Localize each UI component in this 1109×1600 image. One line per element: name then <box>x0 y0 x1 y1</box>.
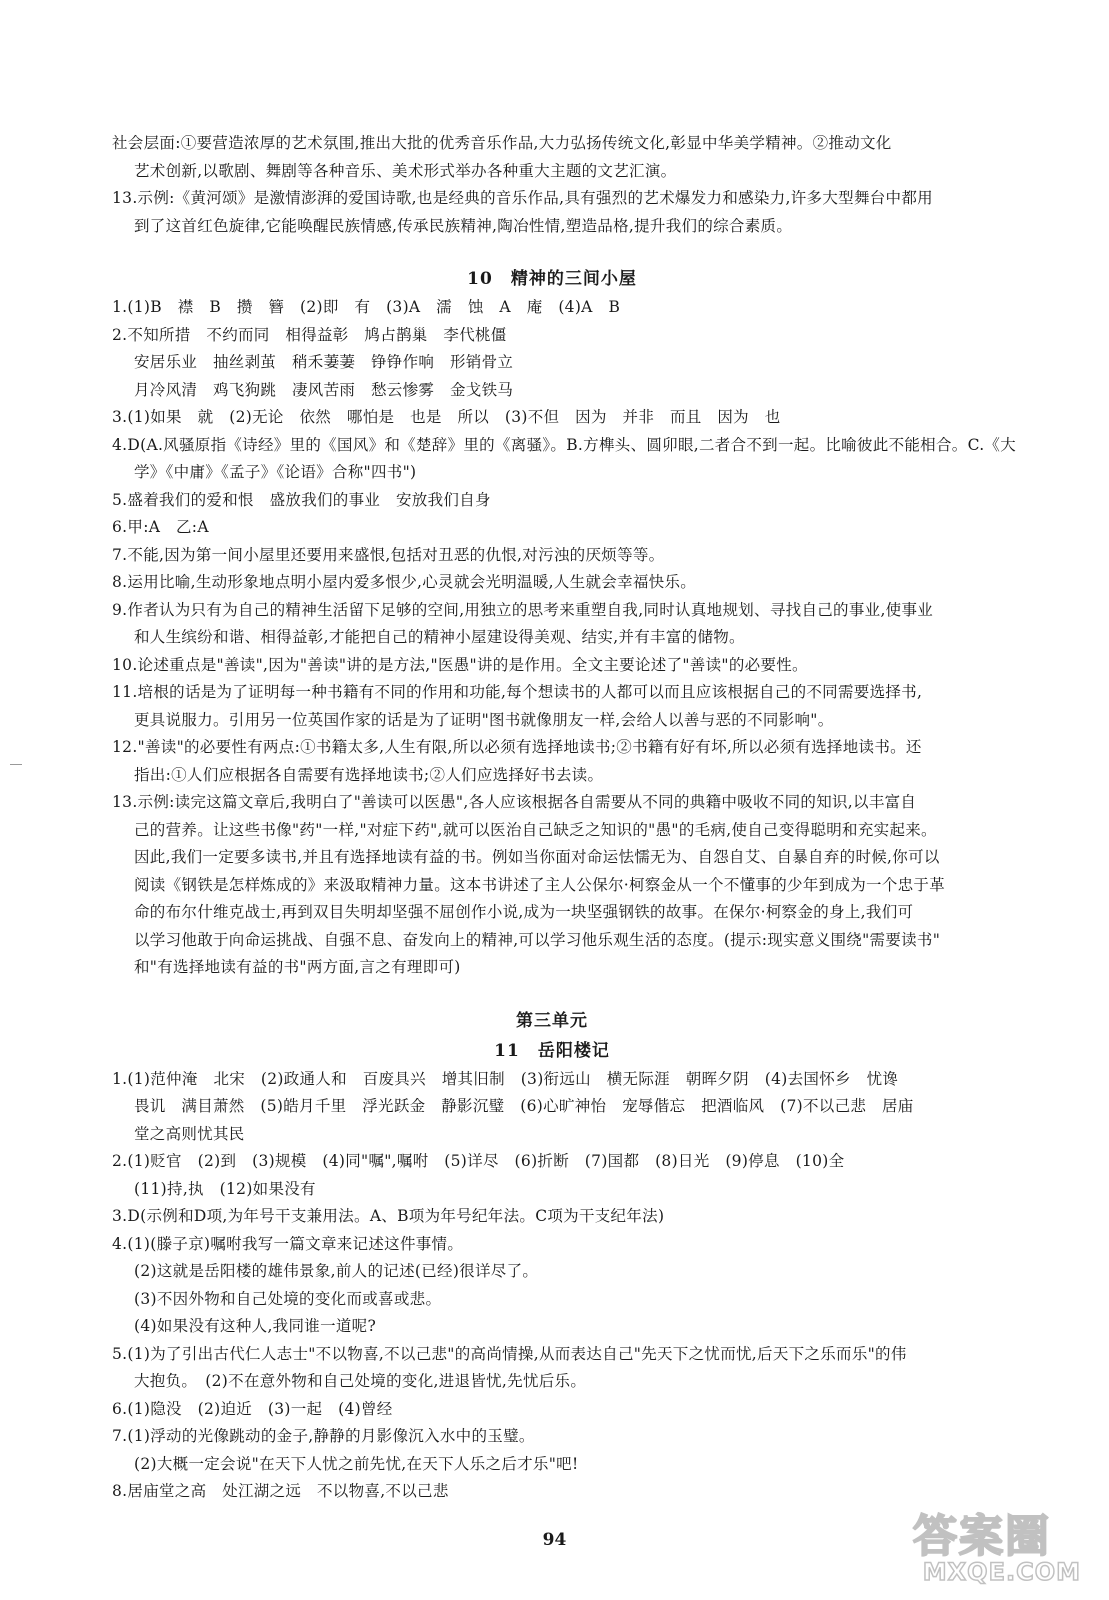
text-line: 8.运用比喻,生动形象地点明小屋内爱多恨少,心灵就会光明温暖,人生就会幸福快乐。 <box>112 573 697 591</box>
margin-mark <box>10 764 22 765</box>
text-line: 11.培根的话是为了证明每一种书籍有不同的作用和功能,每个想读书的人都可以而且应该根据自己的不同需要选择书, <box>112 683 923 701</box>
text-line: 命的布尔什维克战士,再到双目失明却坚强不屈创作小说,成为一块坚强钢铁的故事。在保尔·柯察金的身上,我们可 <box>134 903 914 921</box>
watermark-logo <box>871 1512 1091 1592</box>
text-line: 和人生缤纷和谐、相得益彰,才能把自己的精神小屋建设得美观、结实,并有丰富的储物。 <box>134 628 745 646</box>
text-line: 以学习他敢于向命运挑战、自强不息、奋发向上的精神,可以学习他乐观生活的态度。(提示:现实意义围绕"需要读书" <box>134 930 941 949</box>
text-line: 13.示例:《黄河颂》是激情澎湃的爱国诗歌,也是经典的音乐作品,具有强烈的艺术爆发力和感染力,许多大型舞台中都用 <box>112 189 933 207</box>
text-line: 因此,我们一定要多读书,并且有选择地读有益的书。例如当你面对命运怯懦无为、自怨自艾、自暴自弃的时候,你可以 <box>134 848 940 866</box>
text-line: 艺术创新,以歌剧、舞剧等各种音乐、美术形式举办各种重大主题的文艺汇演。 <box>134 161 677 180</box>
text-line: (2)这就是岳阳楼的雄伟景象,前人的记述(已经)很详尽了。 <box>134 1262 539 1280</box>
text-line: 2.(1)贬官 (2)到 (3)规模 (4)同"嘱",嘱咐 (5)详尽 (6)折断 (7)国都 (8)日光 (9)停息 (10)全 <box>112 1152 845 1170</box>
text-line: 月冷风清 鸡飞狗跳 凄风苦雨 愁云惨雾 金戈铁马 <box>134 380 514 399</box>
text-line: 畏讥 满目萧然 (5)皓月千里 浮光跃金 静影沉璧 (6)心旷神怡 宠辱偕忘 把酒临风 (7)不以己悲 居庙 <box>134 1097 914 1115</box>
section-title-10: 10 精神的三间小屋 <box>467 269 637 289</box>
watermark-text: 答案圈 <box>913 1511 1051 1562</box>
answer-content <box>112 130 1017 1506</box>
text-line: 2.不知所措 不约而同 相得益彰 鸠占鹊巢 李代桃僵 <box>112 325 507 344</box>
text-line: 7.不能,因为第一间小屋里还要用来盛恨,包括对丑恶的仇恨,对污浊的厌烦等等。 <box>112 545 665 564</box>
text-line: 10.论述重点是"善读",因为"善读"讲的是方法,"医愚"讲的是作用。全文主要论述了"善读"的必要性。 <box>112 655 808 674</box>
page-number: 94 <box>542 1530 567 1550</box>
text-line: 3.D(示例和D项,为年号干支兼用法。A、B项为年号纪年法。C项为干支纪年法) <box>112 1207 665 1225</box>
text-line: 社会层面:①要营造浓厚的艺术氛围,推出大批的优秀音乐作品,大力弘扬传统文化,彰显中华美学精神。②推动文化 <box>112 134 892 152</box>
text-line: 更具说服力。引用另一位英国作家的话是为了证明"图书就像朋友一样,会给人以善与恶的不同影响"。 <box>134 710 834 729</box>
text-line: 阅读《钢铁是怎样炼成的》来汲取精神力量。这本书讲述了主人公保尔·柯察金从一个不懂事的少年到成为一个忠于革 <box>134 875 946 894</box>
text-line: 4.(1)(滕子京)嘱咐我写一篇文章来记述这件事情。 <box>112 1234 464 1253</box>
text-line: 1.(1)B 襟 B 攒 簪 (2)即 有 (3)A 濡 蚀 A 庵 (4)A B <box>112 298 621 316</box>
text-line: 大抱负。 (2)不在意外物和自己处境的变化,进退皆忧,先忧后乐。 <box>134 1372 587 1390</box>
text-line: (2)大概一定会说"在天下人忧之前先忧,在天下人乐之后才乐"吧! <box>134 1454 579 1473</box>
text-line: 安居乐业 抽丝剥茧 稍禾萋萋 铮铮作响 形销骨立 <box>134 353 514 371</box>
text-line: 6.(1)隐没 (2)迫近 (3)一起 (4)曾经 <box>112 1399 393 1418</box>
text-line: (4)如果没有这种人,我同谁一道呢? <box>134 1317 377 1335</box>
text-line: 己的营养。让这些书像"药"一样,"对症下药",就可以医治自己缺乏之知识的"愚"的毛病,使自己变得聪明和充实起来。 <box>134 820 937 839</box>
text-line: 13.示例:读完这篇文章后,我明白了"善读可以医愚",各人应该根据各自需要从不同的典籍中吸收不同的知识,以丰富自 <box>112 793 917 811</box>
text-line: (11)持,执 (12)如果没有 <box>134 1179 316 1198</box>
text-line: 6.甲:A 乙:A <box>112 518 209 536</box>
text-line: 9.作者认为只有为自己的精神生活留下足够的空间,用独立的思考来重塑自我,同时认真地规划、寻找自己的事业,使事业 <box>112 600 934 619</box>
text-line: 1.(1)范仲淹 北宋 (2)政通人和 百废具兴 增其旧制 (3)衔远山 横无际涯 朝晖夕阴 (4)去国怀乡 忧谗 <box>112 1069 899 1088</box>
text-line: 4.D(A.风骚原指《诗经》里的《国风》和《楚辞》里的《离骚》。B.方榫头、圆卯眼,二者合不到一起。比喻彼此不能相合。C.《大 <box>112 435 1017 454</box>
text-line: 到了这首红色旋律,它能唤醒民族情感,传承民族精神,陶冶性情,塑造品格,提升我们的综合素质。 <box>134 216 793 235</box>
text-line: 堂之高则忧其民 <box>134 1124 245 1143</box>
unit-title: 第三单元 <box>516 1010 588 1031</box>
watermark-url: MXQE.COM <box>922 1558 1081 1586</box>
text-line: 8.居庙堂之高 处江湖之远 不以物喜,不以己悲 <box>112 1482 449 1500</box>
text-line: (3)不因外物和自己处境的变化而或喜或悲。 <box>134 1289 442 1308</box>
section-title-11: 11 岳阳楼记 <box>494 1040 610 1061</box>
text-line: 和"有选择地读有益的书"两方面,言之有理即可) <box>134 958 461 976</box>
text-line: 3.(1)如果 就 (2)无论 依然 哪怕是 也是 所以 (3)不但 因为 并非 而且 因为 也 <box>112 408 781 426</box>
text-line: 5.(1)为了引出古代仁人志士"不以物喜,不以己悲"的高尚情操,从而表达自己"先天下之忧而忧,后天下之乐而乐"的伟 <box>112 1344 907 1363</box>
text-line: 7.(1)浮动的光像跳动的金子,静静的月影像沉入水中的玉璧。 <box>112 1427 535 1445</box>
text-line: 学》《中庸》《孟子》《论语》合称"四书") <box>134 463 417 481</box>
text-line: 5.盛着我们的爱和恨 盛放我们的事业 安放我们自身 <box>112 490 491 509</box>
text-line: 指出:①人们应根据各自需要有选择地读书;②人们应选择好书去读。 <box>134 765 604 784</box>
text-line: 12."善读"的必要性有两点:①书籍太多,人生有限,所以必须有选择地读书;②书籍有好有坏,所以必须有选择地读书。还 <box>112 738 922 756</box>
